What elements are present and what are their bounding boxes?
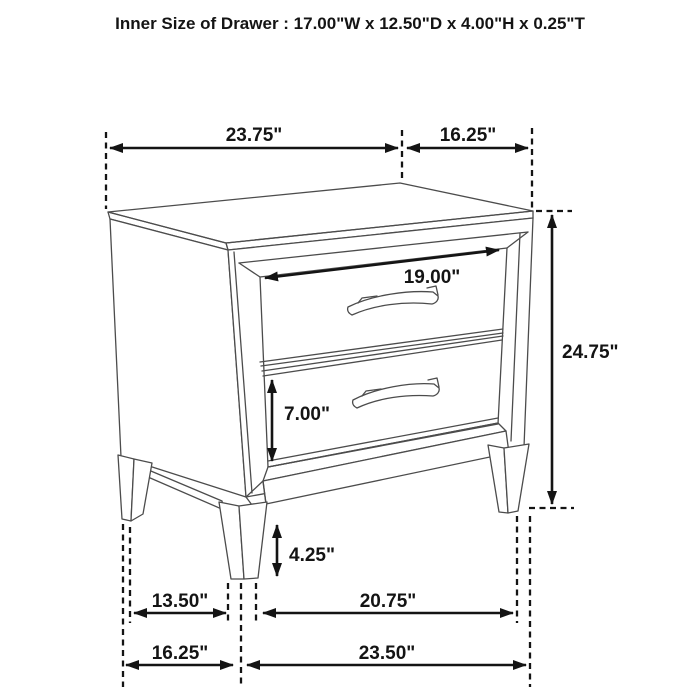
- dim-label-leg-span-width: 20.75": [359, 591, 417, 612]
- dim-label-top-width: 23.75": [225, 125, 283, 146]
- nightstand-drawing: [108, 183, 533, 579]
- drawing-title: Inner Size of Drawer : 17.00"W x 12.50"D x 4.00"H x 0.25"T: [115, 14, 585, 33]
- front-right-leg: [488, 444, 529, 513]
- dim-label-drawer-width: 19.00": [403, 267, 461, 288]
- dim-label-overall-width: 23.50": [358, 643, 416, 664]
- dim-label-overall-height: 24.75": [562, 342, 619, 363]
- dim-label-leg-span-depth: 13.50": [151, 591, 209, 612]
- left-side-panel: [110, 219, 246, 497]
- dim-label-leg-height: 4.25": [289, 545, 335, 566]
- dim-label-top-depth: 16.25": [439, 125, 497, 146]
- dim-label-drawer-height: 7.00": [284, 404, 330, 425]
- front-left-leg: [219, 502, 267, 579]
- back-left-leg: [118, 455, 152, 521]
- dim-label-overall-depth: 16.25": [151, 643, 209, 664]
